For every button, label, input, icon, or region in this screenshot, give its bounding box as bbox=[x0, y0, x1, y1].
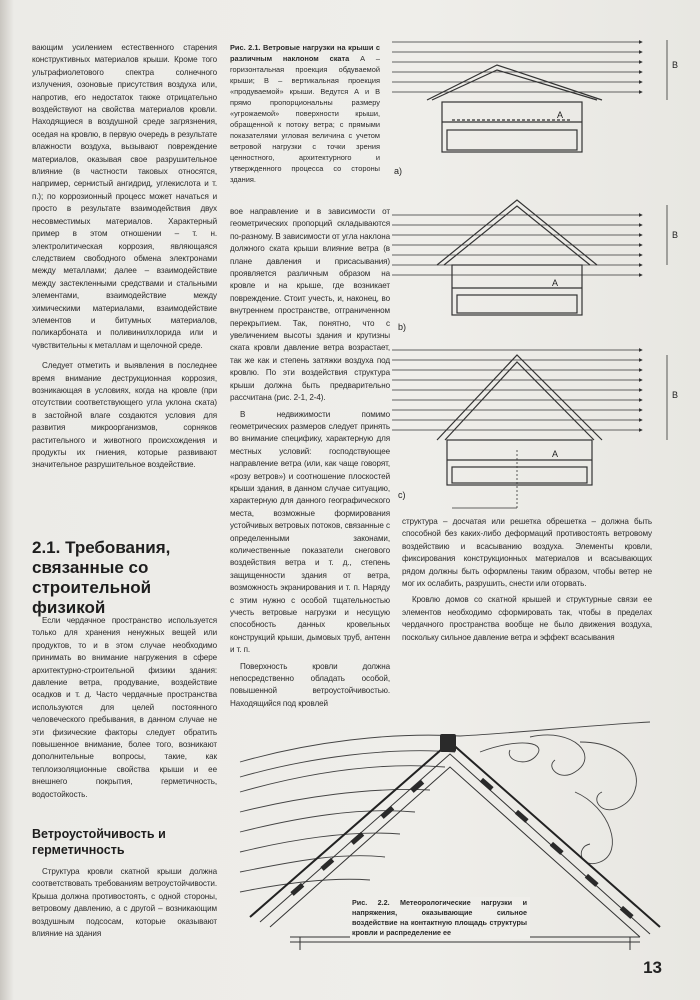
diagram-b-height-label: B bbox=[672, 230, 679, 240]
column-3-text bbox=[402, 516, 652, 648]
column-1-top-text bbox=[32, 42, 217, 476]
figure-1-caption-label: Рис. 2.1. bbox=[230, 43, 261, 52]
column-1-middle-text bbox=[32, 615, 217, 805]
paragraph: вающим усилением естественного старения конструктивных материалов крыши. Кроме того ультрафиолетового спектра солнечного излучения, озоновые присутствия воздуха или, напротив, его недостаток также отрицательно воздействуют на свойства материалов кровли. Находящиеся в воздушной среде загрязнения, оседая на кровлю, в первую очередь в результате влажности воздуха, вызывают повреждение материалов, оказывая свое разрушительное влияние (в частности таковых относятся, например, сернистый ангидрид, углекислота и т. п.); по коррозионный процесс может начаться и просто в результате взаимодействия двух несовместимых материалов. Характерный пример в этом отношении – т. н. электролитическая коррозия, являющаяся следствием свободного обмена электронами между металлами; далее – взаимодействие между застекленными средствами и стальными элементами, взаимодействие между химическими материалами, взаимодействие элементов и битумных материалов, поликарбоната и поливинилхлорида или и чувствительны к металлам и щелочной среде. bbox=[32, 43, 217, 350]
subsection-heading: Ветроустойчивость и герметичность bbox=[32, 827, 166, 857]
paragraph: Поверхность кровли должна непосредственно обладать особой, повышенной ветроустойчивостью. Находящийся под кровлей bbox=[230, 661, 390, 708]
diagram-a-house bbox=[427, 65, 602, 152]
figure-1-caption-body: А – горизонтальная проекция обдуваемой крыши; В – вертикальная проекция «продуваемой» крыши. Ведутся А и В прямо пропорциональны размеру «угрожаемой» поверхности крыши, обращенной к потоку ветра; с прямыми показателями угловая величина с учетом ветровой нагрузки с точки зрения ценностного, архитектурного и утвержденного процесса со стороны здания. bbox=[230, 54, 380, 184]
figure-1-caption-title: Ветровые нагрузки на крыши с различным наклоном ската bbox=[230, 43, 380, 63]
section-heading: 2.1. Требования, связанные со строительной физикой bbox=[32, 538, 171, 617]
figure-2-caption-body: Метеорологические нагрузки и напряжения, оказывающие сильное воздействие на контактную площадь структуры кровли и распределение ее bbox=[352, 898, 527, 937]
diagram-c-label: c) bbox=[398, 490, 406, 500]
figure-2-caption bbox=[352, 898, 527, 938]
paragraph: вое направление и в зависимости от геометрических пропорций складываются по-разному. В зависимости от угла наклона должного ската крыши влияние ветра (в плане давления и присасывания) проявляется различным образом на кровле и на крыше, где возникает повреждение. Стоит учесть, и, наконец, во внутреннем пространстве, отграниченном перекрытием. Так, понятно, что с увеличением высоты здания и крутизны ската кровли давление ветра возрастает, так же как и степень затяжки воздуха под кровлю. По эти воздействия структура крыши должна быть предварительно рассчитана (рис. 2-1, 2-4). bbox=[230, 207, 390, 403]
diagram-a-label: a) bbox=[394, 166, 403, 176]
paragraph: Если чердачное пространство используется только для хранения ненужных вещей или продуктов, то и в этом случае необходимо принимать во внимание нагружения в сфере архитектурно-строительной физики здания: давление ветра, продувание, воздействие осадков и т. д. Часто чердачные пространства используются для целей постоянного человеческого пребывания, в данном случае не эти физические факторы следует обратить повышенное внимание, более того, возникают дополнительные вопросы, такие, как теплоизоляционные свойства крыши и ее внешнего покрытия, герметичность, водостойкость. bbox=[32, 616, 217, 799]
diagram-a-height-label: B bbox=[672, 60, 679, 70]
figure-1-wind-diagrams bbox=[392, 20, 682, 515]
diagram-a-width-label: A bbox=[557, 110, 564, 120]
diagram-a-wind-lines bbox=[392, 42, 642, 92]
paragraph: Следует отметить и выявления в последнее время внимание деструкционная коррозия, возникающая в условиях, когда на кровле (при отсутствии соответствующего угла уклона ската) в застойной влаге создаются условия для развития микроорганизмов, сорняков растительного и животного происхождения и продукты их гниения, которые развивают значительное разрушительное воздействие. bbox=[32, 361, 217, 470]
diagram-b-label: b) bbox=[398, 322, 407, 332]
diagram-b-house bbox=[437, 200, 597, 315]
page-number: 13 bbox=[643, 958, 662, 977]
figure-2-caption-label: Рис. 2.2. bbox=[352, 898, 390, 907]
paragraph: структура – досчатая или решетка обрешетка – должна быть способной без каких-либо деформаций противостоять ветровому воздействию и всасыванию воздуха. Элементы кровли, фиксирования конструкционных материалов и всасывающих рядом должны быть оформлены таким образом, чтобы ветер не мог их ослабить, разрушить, снести или оторвать. bbox=[402, 517, 652, 589]
paragraph: Структура кровли скатной крыши должна соответствовать требованиям ветроустойчивости. Крыша должна противостоять, с одной стороны, ветровому давлению, а с другой – возникающим воздушным подсосам, которые оказывают влияние на здания bbox=[32, 867, 217, 939]
diagram-b-width-label: A bbox=[552, 278, 559, 288]
column-1-bottom-text bbox=[32, 866, 217, 944]
paragraph: Кровлю домов со скатной крышей и структурные связи ее элементов необходимо сформировать так, чтобы в пределах чердачного пространства вообще не было движения воздуха, поскольку сильное давление ветра и эффект всасывания bbox=[402, 595, 652, 642]
figure-1-caption bbox=[230, 42, 380, 185]
paragraph: В недвижимости помимо геометрических размеров следует принять во внимание специфику, характерную для местных условий: господствующее направление ветра (или, как чаще говорят, «розу ветров») и соотношение плоскостей крыши здания, в данном случае ситуацию, характерную для данного географического места, возможные формирования устойчивых ветровых потоков, связанные с определенными законами, количественные показатели снегового воздействия ветра и т. д., степень защищенности здания от ветра, возможность экранирования и т. п. Наряду с этим нужно с особой тщательностью учесть ветровые нагрузки и несущую способность данных кровельных конструкций крыши, дымовых труб, антенн и т. п. bbox=[230, 409, 390, 655]
column-2-text bbox=[230, 206, 390, 714]
diagram-c-height-label: B bbox=[672, 390, 679, 400]
diagram-c-width-label: A bbox=[552, 449, 559, 459]
diagram-b-wind-lines bbox=[392, 215, 642, 275]
